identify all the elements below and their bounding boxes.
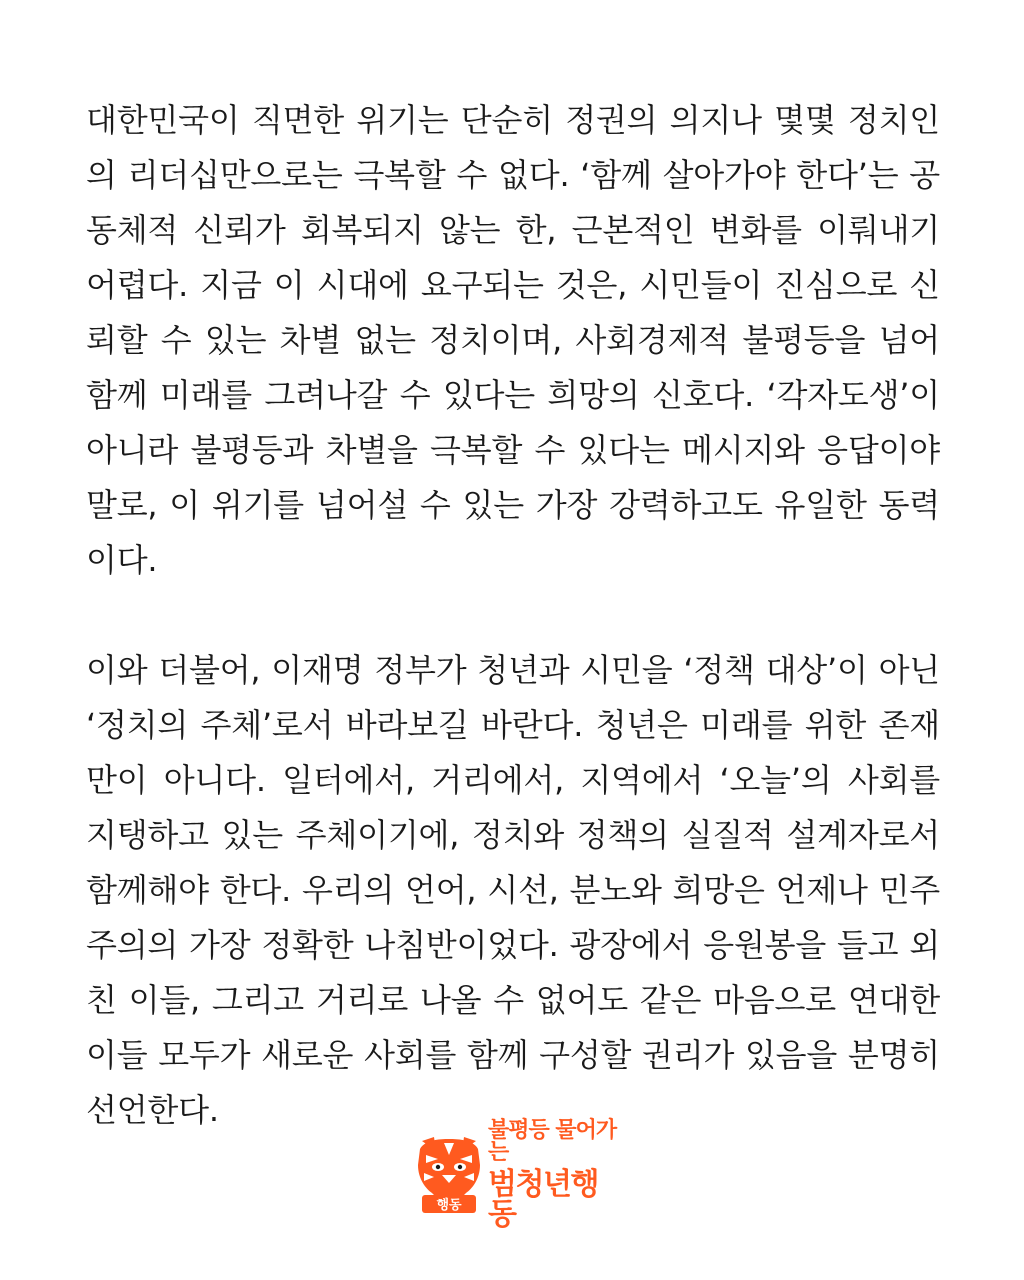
logo-wordmark bbox=[488, 1120, 624, 1230]
logo-organization-name: 범청년행동 bbox=[488, 1167, 598, 1232]
logo-tagline: 불평등 물어가는 bbox=[488, 1118, 617, 1165]
tiger-head-icon bbox=[414, 1135, 484, 1215]
paragraph-2: 이와 더불어, 이재명 정부가 청년과 시민을 ‘정책 대상’이 아닌 ‘정치의 주체’로서 바라보길 바란다. 청년은 미래를 위한 존재만이 아니다. 일터에서, 거리에서, 지역에서 ‘오늘’의 사회를 지탱하고 있는 주체이기에, 정치와 정책의 실질적 설계자로서 함께해야 한다. 우리의 언어, 시선, 분노와 희망은 언제나 민주주의의 가장 정확한 나침반이었다. 광장에서 응원봉을 들고 외친 이들, 그리고 거리로 나올 수 없어도 같은 마음으로 연대한 이들 모두가 새로운 사회를 함께 구성할 권리가 있음을 분명히 선언한다. bbox=[86, 651, 940, 1129]
logo-mark-text: 행동 bbox=[436, 1198, 462, 1213]
statement-body bbox=[86, 93, 940, 1138]
paragraph-1: 대한민국이 직면한 위기는 단순히 정권의 의지나 몇몇 정치인의 리더십만으로는 극복할 수 없다. ‘함께 살아가야 한다’는 공동체적 신뢰가 회복되지 않는 한, 근본적인 변화를 이뤄내기 어렵다. 지금 이 시대에 요구되는 것은, 시민들이 진심으로 신뢰할 수 있는 차별 없는 정치이며, 사회경제적 불평등을 넘어 함께 미래를 그려나갈 수 있다는 희망의 신호다. ‘각자도생’이 아니라 불평등과 차별을 극복할 수 있다는 메시지와 응답이야말로, 이 위기를 넘어설 수 있는 가장 강력하고도 유일한 동력이다. bbox=[86, 101, 940, 579]
organization-logo bbox=[414, 1118, 624, 1232]
